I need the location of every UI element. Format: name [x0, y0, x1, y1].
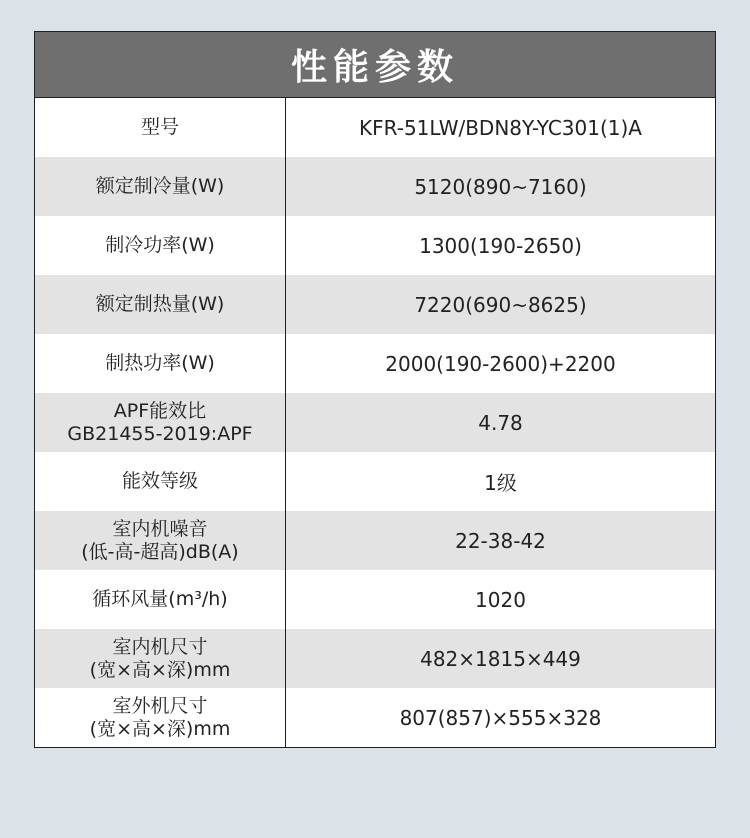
spec-label: 型号: [35, 98, 286, 157]
spec-label: 室外机尺寸 (宽×高×深)mm: [35, 688, 286, 747]
spec-row-indoor-size: [35, 629, 715, 688]
spec-value: 807(857)×555×328: [399, 705, 602, 730]
spec-row-apf: [35, 393, 715, 452]
spec-header: [35, 32, 715, 98]
spec-row-heating-power: [35, 334, 715, 393]
spec-row-efficiency-grade: [35, 452, 715, 511]
spec-value: 1300(190-2650): [419, 233, 582, 258]
spec-row-outdoor-size: [35, 688, 715, 747]
spec-label: 制热功率(W): [35, 334, 286, 393]
spec-label: 室内机尺寸 (宽×高×深)mm: [35, 629, 286, 688]
spec-label: 制冷功率(W): [35, 216, 286, 275]
spec-label: 能效等级: [35, 452, 286, 511]
spec-value: 1级: [484, 471, 517, 495]
spec-title: 性能参数: [290, 47, 459, 88]
spec-value: 1020: [475, 587, 526, 612]
spec-row-model: [35, 98, 715, 157]
spec-table: [34, 31, 716, 748]
spec-value: KFR-51LW/BDN8Y-YC301(1)A: [359, 115, 642, 140]
spec-value: 4.78: [478, 410, 523, 435]
spec-row-cooling-power: [35, 216, 715, 275]
spec-row-rated-heating: [35, 275, 715, 334]
spec-value: 22-38-42: [455, 528, 546, 553]
spec-row-indoor-noise: [35, 511, 715, 570]
spec-row-airflow: [35, 570, 715, 629]
spec-label: 额定制冷量(W): [35, 157, 286, 216]
spec-label: 额定制热量(W): [35, 275, 286, 334]
spec-label: 室内机噪音 (低-高-超高)dB(A): [35, 511, 286, 570]
spec-value: 482×1815×449: [420, 646, 581, 671]
spec-row-rated-cooling: [35, 157, 715, 216]
spec-value: 2000(190-2600)+2200: [385, 351, 616, 376]
spec-label: 循环风量(m³/h): [35, 570, 286, 629]
spec-value: 5120(890~7160): [414, 174, 587, 199]
spec-value: 7220(690~8625): [414, 292, 587, 317]
spec-label: APF能效比 GB21455-2019:APF: [35, 393, 286, 452]
